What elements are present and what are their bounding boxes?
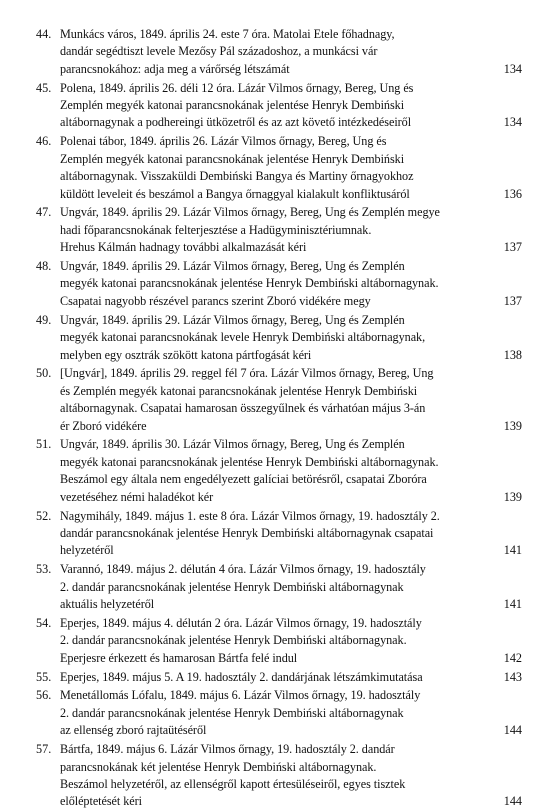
entry-page-number: 142 — [503, 650, 522, 665]
toc-entry — [36, 436, 522, 506]
toc-entry — [36, 312, 522, 364]
entry-text-line: altábornagynak. Visszaküldi Dembiński Bangya és Martiny őrnagyokhoz — [60, 169, 414, 184]
toc-entry — [36, 669, 522, 686]
entry-text-line: melyben egy osztrák szökött katona pártfogását kéri — [60, 347, 312, 362]
toc-entry — [36, 80, 522, 132]
entry-page-number: 134 — [503, 115, 522, 130]
toc-entry — [36, 133, 522, 203]
entry-number: 46. — [36, 134, 52, 149]
entry-text-line: Nagymihály, 1849. május 1. este 8 óra. Lázár Vilmos őrnagy, 19. hadosztály 2. — [60, 508, 440, 523]
entry-page-number: 137 — [503, 293, 522, 308]
entry-text-line: és Zemplén megyék katonai parancsnokának jelentése Henryk Dembiński — [60, 383, 418, 398]
entry-page-number: 143 — [503, 669, 522, 684]
entry-text-line: Ungvár, 1849. április 30. Lázár Vilmos őrnagy, Bereg, Ung és Zemplén — [60, 437, 405, 452]
entry-text-line: Bártfa, 1849. május 6. Lázár Vilmos őrnagy, 19. hadosztály 2. dandár — [60, 742, 395, 757]
entry-text-line: ér Zboró vidékére — [60, 418, 147, 433]
entry-page-number: 141 — [503, 597, 522, 612]
entry-text-line: az ellenség zboró rajtaütéséről — [60, 723, 207, 738]
entry-text-line: dandár segédtiszt levele Mezősy Pál századoshoz, a munkácsi vár — [60, 44, 378, 59]
entry-text-line: Beszámol egy általa nem engedélyezett galíciai betörésről, csapatai Zboróra — [60, 472, 427, 487]
toc-entry — [36, 687, 522, 739]
entry-page-number: 136 — [503, 186, 522, 201]
entry-number: 55. — [36, 669, 52, 684]
entry-text-line: Eperjesre érkezett és hamarosan Bártfa felé indul — [60, 650, 298, 665]
entry-text-line: Zemplén megyék katonai parancsnokának jelentése Henryk Dembiński — [60, 98, 405, 113]
entry-number: 54. — [36, 615, 52, 630]
entry-text-line: Beszámol helyzetéről, az ellenségről kapott értesüléseiről, egyes tisztek — [60, 776, 406, 791]
entry-text-line: altábornagynak a podhereingi ütközetről és az azt követő intézkedéseiről — [60, 115, 412, 130]
entry-text-line: Csapatai nagyobb részével parancs szerint Zboró vidékére megy — [60, 293, 371, 308]
entry-number: 48. — [36, 259, 52, 274]
entry-text-line: Ungvár, 1849. április 29. Lázár Vilmos őrnagy, Bereg, Ung és Zemplén — [60, 312, 405, 327]
entry-number: 49. — [36, 312, 52, 327]
entry-text-line: altábornagynak. Csapatai hamarosan összegyűlnek és várhatóan május 3-án — [60, 401, 426, 416]
entry-text-line: Hrehus Kálmán hadnagy további alkalmazását kéri — [60, 240, 307, 255]
entry-text-line: parancsnokához: adja meg a várőrség létszámát — [60, 61, 290, 76]
entry-page-number: 144 — [503, 723, 522, 738]
entry-text-line: 2. dandár parancsnokának jelentése Henryk Dembiński altábornagynak — [60, 705, 404, 720]
entry-number: 57. — [36, 742, 52, 757]
entry-number: 52. — [36, 508, 52, 523]
entry-text-line: megyék katonai parancsnokának jelentése Henryk Dembiński altábornagynak. — [60, 276, 439, 291]
entry-text-line: Eperjes, 1849. május 5. A 19. hadosztály 2. dandárjának létszámkimutatása — [60, 669, 423, 684]
entry-number: 44. — [36, 27, 52, 41]
entry-number: 51. — [36, 437, 52, 452]
entry-text-line: küldött leveleit és beszámol a Bangya őrnaggyal kialakult konfliktusáról — [60, 186, 410, 201]
toc-entry — [36, 508, 522, 560]
toc-entry — [36, 26, 522, 78]
entry-page-number: 139 — [503, 418, 522, 433]
entry-text-line: Munkács város, 1849. április 24. este 7 óra. Matolai Etele főhadnagy, — [60, 27, 395, 41]
entry-text-line: 2. dandár parancsnokának jelentése Henryk Dembiński altábornagynak — [60, 579, 404, 594]
toc-entry — [36, 615, 522, 667]
entry-page-number: 144 — [503, 794, 522, 809]
toc-entry — [36, 365, 522, 435]
entry-text-line: [Ungvár], 1849. április 29. reggel fél 7 óra. Lázár Vilmos őrnagy, Bereg, Ung — [60, 366, 434, 381]
entry-text-line: Ungvár, 1849. április 29. Lázár Vilmos őrnagy, Bereg, Ung és Zemplén — [60, 259, 405, 274]
entry-page-number: 137 — [503, 240, 522, 255]
entry-text-line: Polenai tábor, 1849. április 26. Lázár Vilmos őrnagy, Bereg, Ung és — [60, 134, 387, 149]
toc-entry — [36, 258, 522, 310]
entry-number: 45. — [36, 80, 52, 95]
entry-text-line: Eperjes, 1849. május 4. délután 2 óra. Lázár Vilmos őrnagy, 19. hadosztály — [60, 615, 422, 630]
entry-text-line: dandár parancsnokának jelentése Henryk Dembiński altábornagynak csapatai — [60, 525, 434, 540]
entry-page-number: 138 — [503, 347, 522, 362]
entry-text-line: Varannó, 1849. május 2. délután 4 óra. Lázár Vilmos őrnagy, 19. hadosztály — [60, 562, 426, 577]
entry-number: 53. — [36, 562, 52, 577]
toc-entry — [36, 561, 522, 613]
entry-text-line: vezetéséhez némi haladékot kér — [60, 489, 214, 504]
entry-text-line: helyzetéről — [60, 543, 114, 558]
entry-text-line: parancsnokának két jelentése Henryk Dembiński altábornagynak. — [60, 759, 377, 774]
entry-text-line: előléptetését kéri — [60, 794, 143, 809]
entry-text-line: aktuális helyzetéről — [60, 597, 155, 611]
entry-text-line: Zemplén megyék katonai parancsnokának jelentése Henryk Dembiński — [60, 151, 405, 166]
entry-text-line: Polena, 1849. április 26. déli 12 óra. Lázár Vilmos őrnagy, Bereg, Ung és — [60, 80, 414, 95]
entry-number: 47. — [36, 205, 52, 220]
entry-text-line: Menetállomás Lófalu, 1849. május 6. Lázár Vilmos őrnagy, 19. hadosztály — [60, 688, 421, 703]
entry-page-number: 141 — [503, 543, 522, 558]
entry-text-line: megyék katonai parancsnokának jelentése Henryk Dembiński altábornagynak. — [60, 454, 439, 469]
entry-page-number: 134 — [503, 61, 522, 76]
entry-page-number: 139 — [503, 489, 522, 504]
entry-text-line: Ungvár, 1849. április 29. Lázár Vilmos őrnagy, Bereg, Ung és Zemplén megye — [60, 205, 440, 220]
entry-number: 50. — [36, 366, 52, 381]
toc-entry — [36, 741, 522, 811]
entry-text-line: 2. dandár parancsnokának jelentése Henryk Dembiński altábornagynak. — [60, 633, 407, 648]
table-of-contents — [36, 26, 522, 812]
entry-number: 56. — [36, 688, 52, 703]
entry-text-line: megyék katonai parancsnokának levele Henryk Dembiński altábornagynak, — [60, 330, 426, 345]
entry-text-line: hadi főparancsnokának felterjesztése a Hadügyminisztériumnak. — [60, 222, 372, 237]
toc-entry — [36, 204, 522, 256]
